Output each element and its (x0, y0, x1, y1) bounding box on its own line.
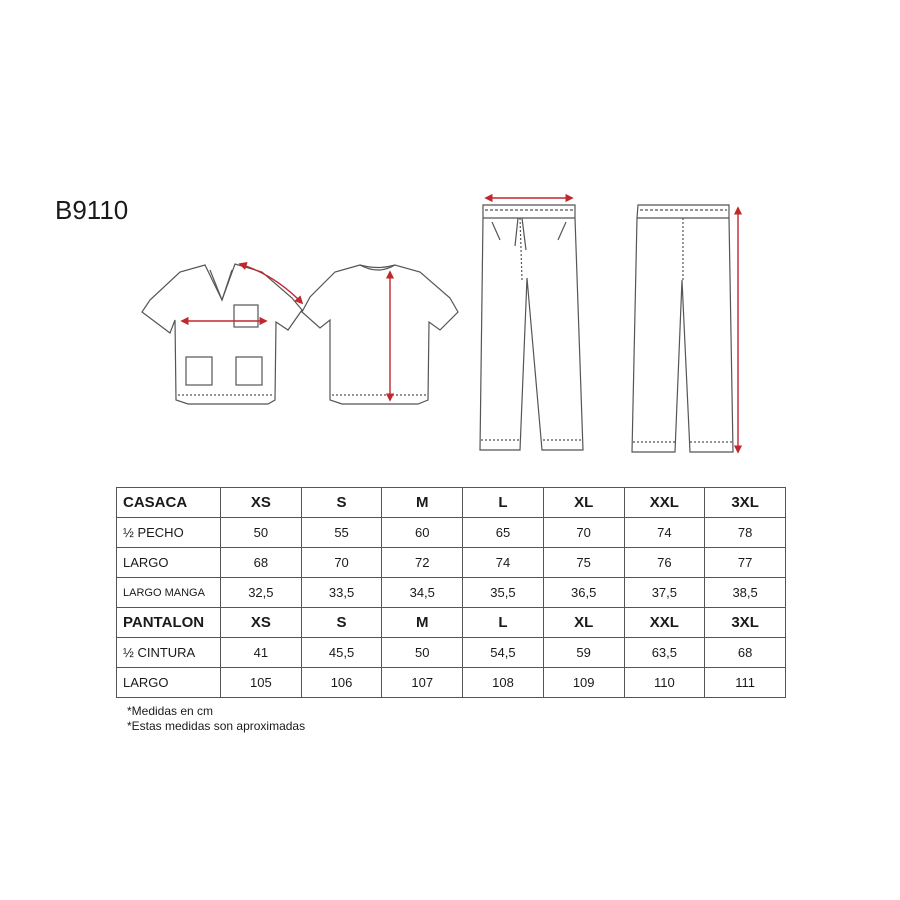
scrub-top-back-drawing (302, 265, 458, 404)
table-cell: 55 (301, 518, 382, 548)
table-cell: 59 (543, 638, 624, 668)
casaca-header-row (117, 488, 786, 518)
size-header-xl: XL (543, 488, 624, 518)
pants-back-drawing (632, 205, 733, 452)
size-header-s: S (301, 608, 382, 638)
table-cell: 33,5 (301, 578, 382, 608)
pantalon-header-row (117, 608, 786, 638)
table-cell: 68 (221, 548, 302, 578)
footnote-units: *Medidas en cm (127, 704, 214, 718)
table-cell: 108 (463, 668, 544, 698)
table-cell: 32,5 (221, 578, 302, 608)
row-label: LARGO (117, 668, 221, 698)
footnote-approximate: *Estas medidas son aproximadas (127, 719, 306, 733)
table-cell: 70 (301, 548, 382, 578)
table-cell: 34,5 (382, 578, 463, 608)
table-cell: 70 (543, 518, 624, 548)
table-cell: 36,5 (543, 578, 624, 608)
table-cell: 111 (705, 668, 786, 698)
pants-front-drawing (480, 205, 583, 450)
pantalon-size-table (116, 607, 786, 698)
size-header-xl: XL (543, 608, 624, 638)
table-cell: 65 (463, 518, 544, 548)
table-cell: 72 (382, 548, 463, 578)
table-row (117, 578, 786, 608)
table-cell: 45,5 (301, 638, 382, 668)
table-cell: 110 (624, 668, 705, 698)
table-cell: 68 (705, 638, 786, 668)
size-header-3xl: 3XL (705, 608, 786, 638)
casaca-size-table (116, 487, 786, 608)
size-header-l: L (463, 608, 544, 638)
size-header-m: M (382, 608, 463, 638)
table-row (117, 638, 786, 668)
product-code-title: B9110 (55, 195, 129, 225)
table-row (117, 518, 786, 548)
table-cell: 107 (382, 668, 463, 698)
table-cell: 54,5 (463, 638, 544, 668)
size-header-xxl: XXL (624, 488, 705, 518)
table-cell: 35,5 (463, 578, 544, 608)
table-cell: 41 (221, 638, 302, 668)
scrub-top-front-arrows (182, 264, 302, 321)
table-cell: 109 (543, 668, 624, 698)
table-cell: 77 (705, 548, 786, 578)
table-cell: 50 (221, 518, 302, 548)
size-header-xs: XS (221, 608, 302, 638)
table-cell: 78 (705, 518, 786, 548)
size-header-s: S (301, 488, 382, 518)
size-header-l: L (463, 488, 544, 518)
table-cell: 74 (624, 518, 705, 548)
size-header-m: M (382, 488, 463, 518)
table-cell: 105 (221, 668, 302, 698)
size-header-xs: XS (221, 488, 302, 518)
footnotes (127, 704, 305, 734)
size-header-xxl: XXL (624, 608, 705, 638)
table-cell: 63,5 (624, 638, 705, 668)
row-label: LARGO (117, 548, 221, 578)
row-label: ½ PECHO (117, 518, 221, 548)
table-row (117, 548, 786, 578)
table-cell: 74 (463, 548, 544, 578)
table-cell: 38,5 (705, 578, 786, 608)
table-cell: 106 (301, 668, 382, 698)
table-cell: 37,5 (624, 578, 705, 608)
scrub-top-front-drawing (142, 264, 302, 404)
table-row (117, 668, 786, 698)
row-label: ½ CINTURA (117, 638, 221, 668)
row-label: LARGO MANGA (117, 578, 221, 608)
size-header-3xl: 3XL (705, 488, 786, 518)
table-cell: 75 (543, 548, 624, 578)
casaca-header-label: CASACA (117, 488, 221, 518)
table-cell: 50 (382, 638, 463, 668)
table-cell: 60 (382, 518, 463, 548)
pantalon-header-label: PANTALON (117, 608, 221, 638)
table-cell: 76 (624, 548, 705, 578)
